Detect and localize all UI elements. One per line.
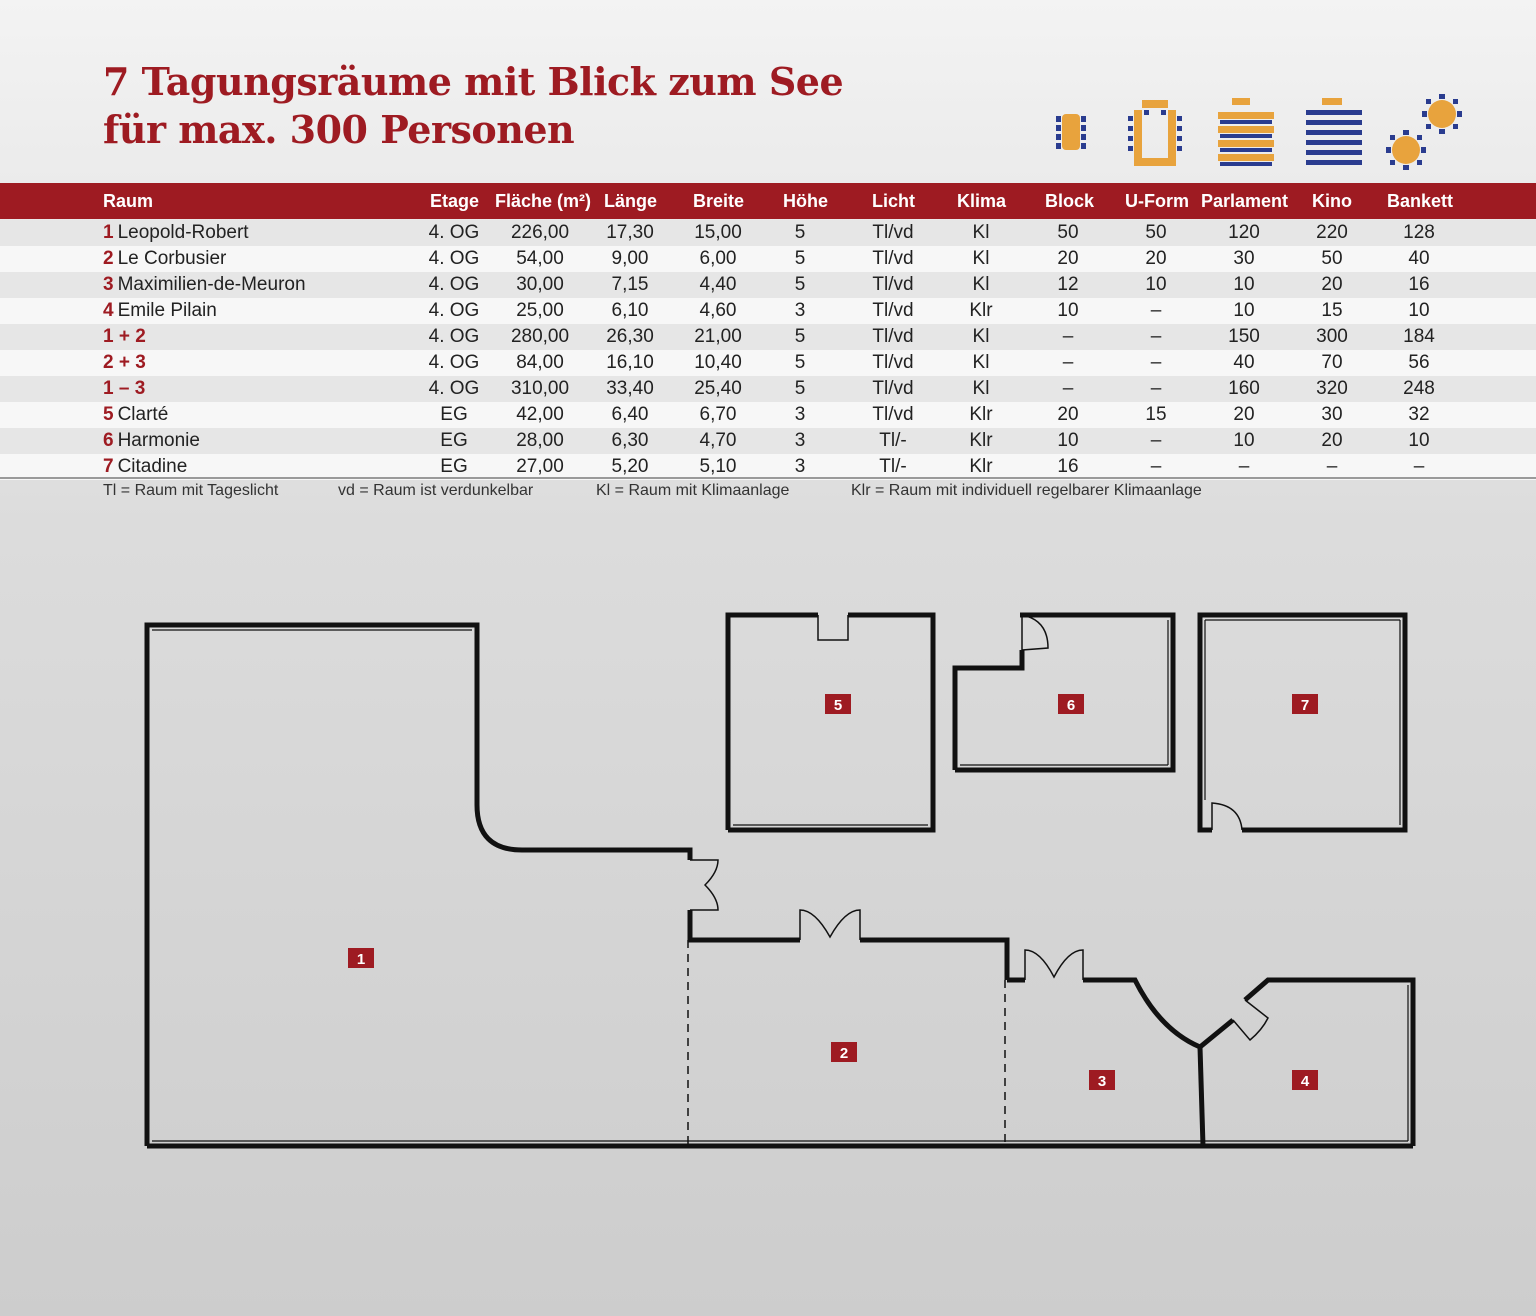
- cell-klima: Kl: [972, 326, 990, 347]
- svg-text:2: 2: [839, 1045, 849, 1062]
- cell-block: –: [1062, 378, 1074, 399]
- cell-klima: Klr: [969, 430, 993, 451]
- cell-bankett: 10: [1408, 430, 1430, 451]
- cell-uform: –: [1150, 430, 1162, 451]
- u-form-setup-icon: [1128, 100, 1182, 166]
- room-name-cell: [103, 402, 168, 428]
- cell-hoehe: 5: [794, 378, 806, 399]
- cell-parlament: 40: [1233, 352, 1255, 373]
- cell-uform: –: [1150, 352, 1162, 373]
- room-name: Citadine: [117, 456, 188, 477]
- room-number: 1 + 2: [103, 326, 146, 347]
- legend-vd: vd = Raum ist verdunkelbar: [338, 482, 534, 499]
- cell-licht: Tl/vd: [872, 404, 914, 425]
- cell-bankett: 248: [1403, 378, 1435, 399]
- cell-laenge: 17,30: [606, 222, 654, 243]
- col-parlament: Parlament: [1201, 191, 1289, 211]
- cell-parlament: 150: [1228, 326, 1260, 347]
- cell-licht: Tl/vd: [872, 222, 914, 243]
- cell-block: –: [1062, 352, 1074, 373]
- room-name: Le Corbusier: [117, 248, 227, 269]
- title-line-2: für max. 300 Personen: [103, 107, 575, 152]
- cell-flaeche: 310,00: [510, 378, 570, 399]
- cell-kino: 320: [1316, 378, 1348, 399]
- cell-parlament: 10: [1233, 300, 1255, 321]
- cell-bankett: 40: [1408, 248, 1430, 269]
- cell-breite: 4,60: [699, 300, 737, 321]
- cell-etage: EG: [440, 404, 468, 425]
- setup-icons: [1040, 92, 1480, 172]
- cell-bankett: 32: [1408, 404, 1430, 425]
- room-number: 4: [103, 300, 114, 321]
- room-label-4: [1292, 1070, 1318, 1090]
- cell-flaeche: 25,00: [516, 300, 564, 321]
- room-name: Leopold-Robert: [117, 222, 249, 243]
- cell-licht: Tl/vd: [872, 300, 914, 321]
- svg-text:5: 5: [833, 697, 843, 714]
- cell-klima: Klr: [969, 456, 993, 477]
- cell-hoehe: 5: [794, 326, 806, 347]
- cell-klima: Klr: [969, 404, 993, 425]
- room-1-walls: [147, 625, 690, 1146]
- cell-laenge: 16,10: [606, 352, 654, 373]
- cell-block: 20: [1057, 404, 1079, 425]
- col-klima: Klima: [957, 191, 1007, 211]
- cell-etage: 4. OG: [428, 300, 480, 321]
- cell-laenge: 6,40: [611, 404, 649, 425]
- room-name-cell: [103, 298, 217, 324]
- cell-etage: 4. OG: [428, 248, 480, 269]
- room-name-cell: [103, 324, 150, 350]
- room-number: 7: [103, 456, 114, 477]
- svg-text:1: 1: [356, 951, 366, 968]
- cell-breite: 4,70: [699, 430, 737, 451]
- cell-flaeche: 27,00: [516, 456, 564, 477]
- cell-parlament: –: [1238, 456, 1250, 477]
- cell-breite: 10,40: [694, 352, 742, 373]
- cell-etage: 4. OG: [428, 378, 480, 399]
- cell-block: 20: [1057, 248, 1079, 269]
- cell-flaeche: 54,00: [516, 248, 564, 269]
- cell-bankett: 128: [1403, 222, 1435, 243]
- cell-licht: Tl/-: [879, 430, 907, 451]
- cell-kino: 70: [1321, 352, 1343, 373]
- cell-flaeche: 28,00: [516, 430, 564, 451]
- cell-licht: Tl/vd: [872, 326, 914, 347]
- cell-block: –: [1062, 326, 1074, 347]
- cell-licht: Tl/vd: [872, 248, 914, 269]
- svg-text:3: 3: [1097, 1073, 1107, 1090]
- cell-hoehe: 5: [794, 248, 806, 269]
- cell-laenge: 6,10: [611, 300, 649, 321]
- cell-laenge: 7,15: [611, 274, 649, 295]
- cell-kino: 220: [1316, 222, 1348, 243]
- room-number: 2 + 3: [103, 352, 146, 373]
- col-kino: Kino: [1312, 191, 1352, 211]
- cell-etage: EG: [440, 430, 468, 451]
- room-name-cell: [103, 272, 306, 298]
- cell-kino: 20: [1321, 274, 1343, 295]
- cell-etage: 4. OG: [428, 352, 480, 373]
- legend-kl: Kl = Raum mit Klimaanlage: [596, 482, 790, 499]
- parlament-setup-icon: [1218, 98, 1274, 166]
- table-row: [0, 272, 1536, 298]
- cell-laenge: 9,00: [611, 248, 649, 269]
- col-raum: Raum: [103, 191, 154, 211]
- cell-hoehe: 3: [794, 404, 806, 425]
- cell-bankett: 10: [1408, 300, 1430, 321]
- svg-text:4: 4: [1300, 1073, 1310, 1090]
- table-bottom-rule: [0, 477, 1536, 479]
- cell-block: 10: [1057, 430, 1079, 451]
- cell-klima: Klr: [969, 300, 993, 321]
- room-number: 6: [103, 430, 114, 451]
- cell-klima: Kl: [972, 378, 990, 399]
- room-label-3: [1089, 1070, 1115, 1090]
- cell-kino: 50: [1321, 248, 1343, 269]
- cell-hoehe: 5: [794, 222, 806, 243]
- cell-breite: 6,70: [699, 404, 737, 425]
- cell-licht: Tl/vd: [872, 378, 914, 399]
- room-number: 1: [103, 222, 114, 243]
- cell-bankett: –: [1413, 456, 1425, 477]
- cell-bankett: 184: [1403, 326, 1435, 347]
- cell-hoehe: 3: [794, 300, 806, 321]
- cell-etage: 4. OG: [428, 274, 480, 295]
- room-name: Emile Pilain: [117, 300, 217, 321]
- cell-licht: Tl/vd: [872, 274, 914, 295]
- cell-laenge: 6,30: [611, 430, 649, 451]
- cell-kino: 15: [1321, 300, 1343, 321]
- cell-flaeche: 84,00: [516, 352, 564, 373]
- col-licht: Licht: [872, 191, 915, 211]
- room-name: Maximilien-de-Meuron: [117, 274, 306, 295]
- title-line-1: 7 Tagungsräume mit Blick zum See: [103, 59, 844, 104]
- col-flaeche: Fläche (m²): [495, 191, 592, 211]
- cell-bankett: 56: [1408, 352, 1430, 373]
- cell-breite: 21,00: [694, 326, 742, 347]
- cell-parlament: 120: [1228, 222, 1260, 243]
- legend-klr: Klr = Raum mit individuell regelbarer Klimaanlage: [851, 482, 1202, 499]
- cell-hoehe: 5: [794, 274, 806, 295]
- room-label-5: [825, 694, 851, 714]
- svg-text:6: 6: [1066, 697, 1076, 714]
- cell-parlament: 30: [1233, 248, 1255, 269]
- cell-hoehe: 5: [794, 352, 806, 373]
- table-row: [0, 402, 1536, 428]
- cell-breite: 25,40: [694, 378, 742, 399]
- cell-parlament: 10: [1233, 430, 1255, 451]
- table-row: [0, 324, 1536, 350]
- cell-breite: 6,00: [699, 248, 737, 269]
- room-name-cell: [103, 350, 150, 376]
- cell-parlament: 160: [1228, 378, 1260, 399]
- cell-uform: –: [1150, 300, 1162, 321]
- room-name: Harmonie: [117, 430, 200, 451]
- cell-breite: 15,00: [694, 222, 742, 243]
- cell-uform: –: [1150, 326, 1162, 347]
- cell-flaeche: 226,00: [510, 222, 570, 243]
- room-number: 3: [103, 274, 114, 295]
- room-label-7: [1292, 694, 1318, 714]
- cell-licht: Tl/-: [879, 456, 907, 477]
- cell-uform: –: [1150, 378, 1162, 399]
- cell-hoehe: 3: [794, 430, 806, 451]
- table-row: [0, 220, 1536, 246]
- cell-kino: 30: [1321, 404, 1343, 425]
- table-row: [0, 246, 1536, 272]
- cell-klima: Kl: [972, 248, 990, 269]
- cell-klima: Kl: [972, 352, 990, 373]
- cell-uform: 50: [1145, 222, 1167, 243]
- block-setup-icon: [1056, 114, 1086, 150]
- room-name-cell: [103, 428, 200, 454]
- room-number: 1 – 3: [103, 378, 146, 399]
- col-laenge: Länge: [604, 191, 658, 211]
- cell-licht: Tl/vd: [872, 352, 914, 373]
- col-etage: Etage: [430, 191, 480, 211]
- col-bankett: Bankett: [1387, 191, 1454, 211]
- cell-bankett: 16: [1408, 274, 1430, 295]
- legend-tl: Tl = Raum mit Tageslicht: [103, 482, 279, 499]
- bankett-setup-icon: [1386, 94, 1462, 170]
- cell-parlament: 20: [1233, 404, 1255, 425]
- col-uform: U-Form: [1125, 191, 1189, 211]
- table-row: [0, 428, 1536, 454]
- cell-kino: 20: [1321, 430, 1343, 451]
- cell-etage: 4. OG: [428, 326, 480, 347]
- room-number: 2: [103, 248, 114, 269]
- table-row: [0, 376, 1536, 402]
- room-name-cell: [103, 246, 226, 272]
- cell-klima: Kl: [972, 222, 990, 243]
- cell-klima: Kl: [972, 274, 990, 295]
- table-header: [0, 183, 1536, 219]
- cell-hoehe: 3: [794, 456, 806, 477]
- cell-laenge: 33,40: [606, 378, 654, 399]
- cell-etage: 4. OG: [428, 222, 480, 243]
- cell-flaeche: 280,00: [510, 326, 570, 347]
- cell-laenge: 26,30: [606, 326, 654, 347]
- room-label-2: [831, 1042, 857, 1062]
- col-hoehe: Höhe: [783, 191, 828, 211]
- cell-flaeche: 42,00: [516, 404, 564, 425]
- col-block: Block: [1045, 191, 1095, 211]
- room-name: Clarté: [117, 404, 169, 425]
- cell-block: 16: [1057, 456, 1079, 477]
- cell-kino: –: [1326, 456, 1338, 477]
- cell-laenge: 5,20: [611, 456, 649, 477]
- cell-uform: 15: [1145, 404, 1167, 425]
- room-name-cell: [103, 220, 249, 246]
- cell-uform: –: [1150, 456, 1162, 477]
- cell-etage: EG: [440, 456, 468, 477]
- kino-setup-icon: [1306, 98, 1362, 165]
- table-row: [0, 350, 1536, 376]
- cell-kino: 300: [1316, 326, 1348, 347]
- room-label-1: [348, 948, 374, 968]
- cell-flaeche: 30,00: [516, 274, 564, 295]
- cell-block: 12: [1057, 274, 1079, 295]
- room-label-6: [1058, 694, 1084, 714]
- table-row: [0, 298, 1536, 324]
- cell-breite: 5,10: [699, 456, 737, 477]
- cell-block: 10: [1057, 300, 1079, 321]
- cell-block: 50: [1057, 222, 1079, 243]
- svg-text:7: 7: [1300, 697, 1310, 714]
- col-breite: Breite: [693, 191, 745, 211]
- room-number: 5: [103, 404, 114, 425]
- floor-plan: [0, 580, 1536, 1180]
- cell-uform: 20: [1145, 248, 1167, 269]
- page-title: [103, 58, 843, 154]
- cell-breite: 4,40: [699, 274, 737, 295]
- cell-uform: 10: [1145, 274, 1167, 295]
- cell-parlament: 10: [1233, 274, 1255, 295]
- room-name-cell: [103, 376, 149, 402]
